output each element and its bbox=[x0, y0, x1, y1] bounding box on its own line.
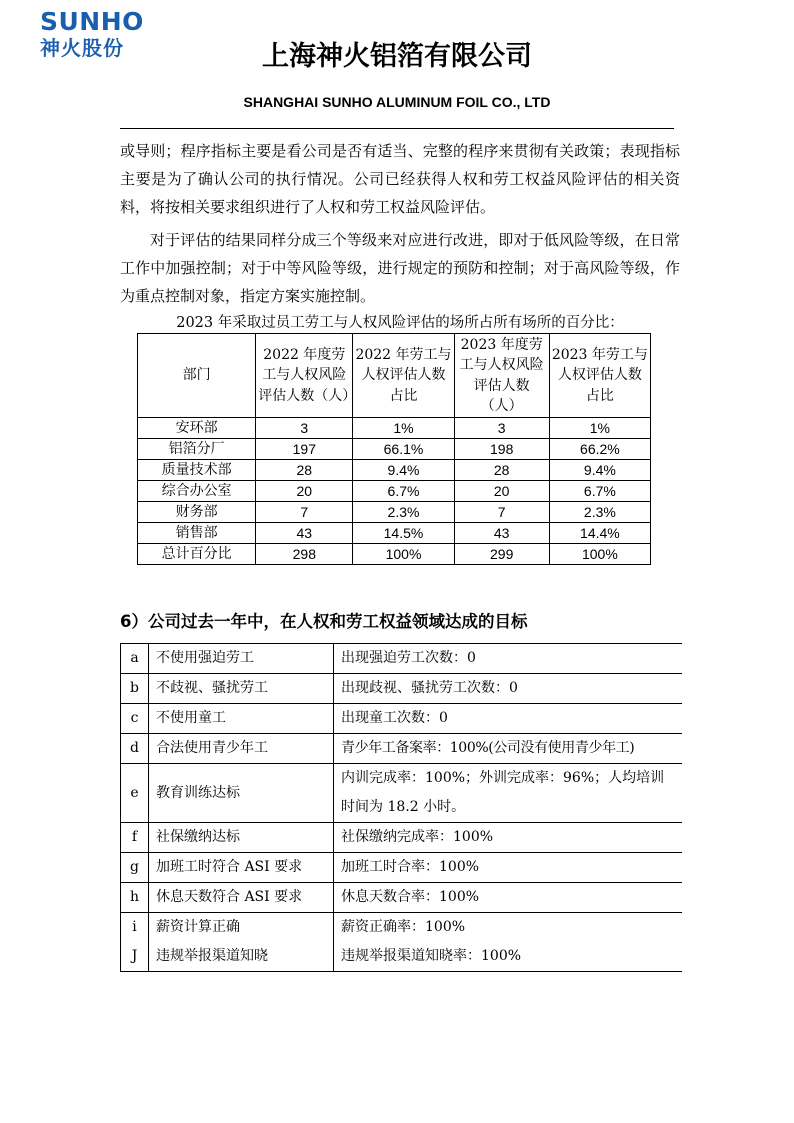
cell-2022-count: 197 bbox=[256, 439, 353, 460]
risk-assessment-table bbox=[137, 333, 651, 565]
logo-text-en: SUNHO bbox=[40, 7, 144, 36]
cell-2022-count: 3 bbox=[256, 418, 353, 439]
cell-2023-count: 7 bbox=[454, 502, 549, 523]
goal-row bbox=[121, 913, 683, 943]
goal-row bbox=[121, 644, 683, 674]
cell-2023-ratio: 100% bbox=[549, 544, 650, 565]
table-total-row bbox=[138, 544, 651, 565]
cell-2023-ratio: 1% bbox=[549, 418, 650, 439]
goal-value: 薪资正确率：100% bbox=[334, 913, 683, 943]
goal-index: b bbox=[121, 674, 149, 704]
cell-2022-ratio: 6.7% bbox=[353, 481, 454, 502]
header-cell-dept: 部门 bbox=[138, 334, 256, 418]
goal-row bbox=[121, 853, 683, 883]
paragraph-1: 或导则；程序指标主要是看公司是否有适当、完整的程序来贯彻有关政策；表现指标主要是为了确认公司的执行情况。公司已经获得人权和劳工权益风险评估的相关资料，将按相关要求组织进行了人权和劳工权益风险评估。 bbox=[120, 142, 680, 216]
goals-table bbox=[120, 643, 682, 972]
goal-label: 薪资计算正确 bbox=[149, 913, 334, 943]
goal-index: c bbox=[121, 704, 149, 734]
goal-value: 内训完成率：100%；外训完成率：96%；人均培训时间为 18.2 小时。 bbox=[334, 764, 683, 823]
cell-2022-ratio: 14.5% bbox=[353, 523, 454, 544]
cell-2022-count: 7 bbox=[256, 502, 353, 523]
goal-row bbox=[121, 674, 683, 704]
goal-label: 不使用强迫劳工 bbox=[149, 644, 334, 674]
header-cell-2022-ratio: 2022 年劳工与人权评估人数占比 bbox=[353, 334, 454, 418]
header-cell-2023-ratio: 2023 年劳工与人权评估人数占比 bbox=[549, 334, 650, 418]
section-heading: 6）公司过去一年中，在人权和劳工权益领域达成的目标 bbox=[120, 612, 528, 631]
table-header-row bbox=[138, 334, 651, 418]
cell-2022-ratio: 1% bbox=[353, 418, 454, 439]
goal-row bbox=[121, 942, 683, 972]
cell-2022-count: 43 bbox=[256, 523, 353, 544]
goal-index: a bbox=[121, 644, 149, 674]
goal-label: 不使用童工 bbox=[149, 704, 334, 734]
table-row bbox=[138, 460, 651, 481]
goal-index: d bbox=[121, 734, 149, 764]
company-title-cn: 上海神火铝箔有限公司 bbox=[262, 41, 532, 72]
goal-value: 青少年工备案率：100%(公司没有使用青少年工) bbox=[334, 734, 683, 764]
table1-caption: 2023 年采取过员工劳工与人权风险评估的场所占所有场所的百分比： bbox=[176, 315, 624, 331]
cell-2022-count: 20 bbox=[256, 481, 353, 502]
goal-index: e bbox=[121, 764, 149, 823]
cell-2023-count: 43 bbox=[454, 523, 549, 544]
goal-index: g bbox=[121, 853, 149, 883]
cell-2023-count: 20 bbox=[454, 481, 549, 502]
goal-value: 出现歧视、骚扰劳工次数：0 bbox=[334, 674, 683, 704]
cell-2023-count: 3 bbox=[454, 418, 549, 439]
cell-2023-ratio: 14.4% bbox=[549, 523, 650, 544]
goal-row bbox=[121, 704, 683, 734]
company-title-en: SHANGHAI SUNHO ALUMINUM FOIL CO., LTD bbox=[243, 94, 551, 110]
goal-value: 社保缴纳完成率：100% bbox=[334, 823, 683, 853]
goal-label: 社保缴纳达标 bbox=[149, 823, 334, 853]
cell-2023-ratio: 2.3% bbox=[549, 502, 650, 523]
goal-value: 加班工时合率：100% bbox=[334, 853, 683, 883]
cell-2023-ratio: 6.7% bbox=[549, 481, 650, 502]
cell-2023-count: 198 bbox=[454, 439, 549, 460]
header-cell-2022-count: 2022 年度劳工与人权风险评估人数（人） bbox=[256, 334, 353, 418]
goal-label: 休息天数符合 ASI 要求 bbox=[149, 883, 334, 913]
goal-row bbox=[121, 823, 683, 853]
cell-dept: 总计百分比 bbox=[138, 544, 256, 565]
goal-label: 教育训练达标 bbox=[149, 764, 334, 823]
cell-2022-ratio: 2.3% bbox=[353, 502, 454, 523]
cell-dept: 综合办公室 bbox=[138, 481, 256, 502]
cell-dept: 财务部 bbox=[138, 502, 256, 523]
cell-2022-ratio: 66.1% bbox=[353, 439, 454, 460]
cell-dept: 铝箔分厂 bbox=[138, 439, 256, 460]
table-row bbox=[138, 502, 651, 523]
goal-label: 不歧视、骚扰劳工 bbox=[149, 674, 334, 704]
cell-2022-ratio: 100% bbox=[353, 544, 454, 565]
goal-value: 休息天数合率：100% bbox=[334, 883, 683, 913]
goal-label: 加班工时符合 ASI 要求 bbox=[149, 853, 334, 883]
goal-value: 出现童工次数：0 bbox=[334, 704, 683, 734]
table-row bbox=[138, 439, 651, 460]
cell-2022-count: 298 bbox=[256, 544, 353, 565]
goal-label: 合法使用青少年工 bbox=[149, 734, 334, 764]
goal-label: 违规举报渠道知晓 bbox=[149, 942, 334, 972]
paragraph-2: 对于评估的结果同样分成三个等级来对应进行改进，即对于低风险等级，在日常工作中加强控制；对于中等风险等级，进行规定的预防和控制；对于高风险等级，作为重点控制对象，指定方案实施控制。 bbox=[120, 231, 680, 305]
goal-value: 违规举报渠道知晓率：100% bbox=[334, 942, 683, 972]
table-row bbox=[138, 481, 651, 502]
cell-2022-count: 28 bbox=[256, 460, 353, 481]
cell-2023-count: 28 bbox=[454, 460, 549, 481]
logo-text-cn: 神火股份 bbox=[40, 36, 124, 60]
goal-index: h bbox=[121, 883, 149, 913]
cell-2023-count: 299 bbox=[454, 544, 549, 565]
header-divider bbox=[120, 128, 674, 129]
table-row bbox=[138, 418, 651, 439]
cell-2022-ratio: 9.4% bbox=[353, 460, 454, 481]
goal-index: J bbox=[121, 942, 149, 972]
table-row bbox=[138, 523, 651, 544]
cell-2023-ratio: 9.4% bbox=[549, 460, 650, 481]
goal-index: f bbox=[121, 823, 149, 853]
goal-row bbox=[121, 764, 683, 823]
goal-row bbox=[121, 734, 683, 764]
cell-2023-ratio: 66.2% bbox=[549, 439, 650, 460]
goal-value: 出现强迫劳工次数：0 bbox=[334, 644, 683, 674]
cell-dept: 质量技术部 bbox=[138, 460, 256, 481]
cell-dept: 安环部 bbox=[138, 418, 256, 439]
cell-dept: 销售部 bbox=[138, 523, 256, 544]
goal-row bbox=[121, 883, 683, 913]
header-cell-2023-count: 2023 年度劳工与人权风险评估人数（人） bbox=[454, 334, 549, 418]
goal-index: i bbox=[121, 913, 149, 943]
